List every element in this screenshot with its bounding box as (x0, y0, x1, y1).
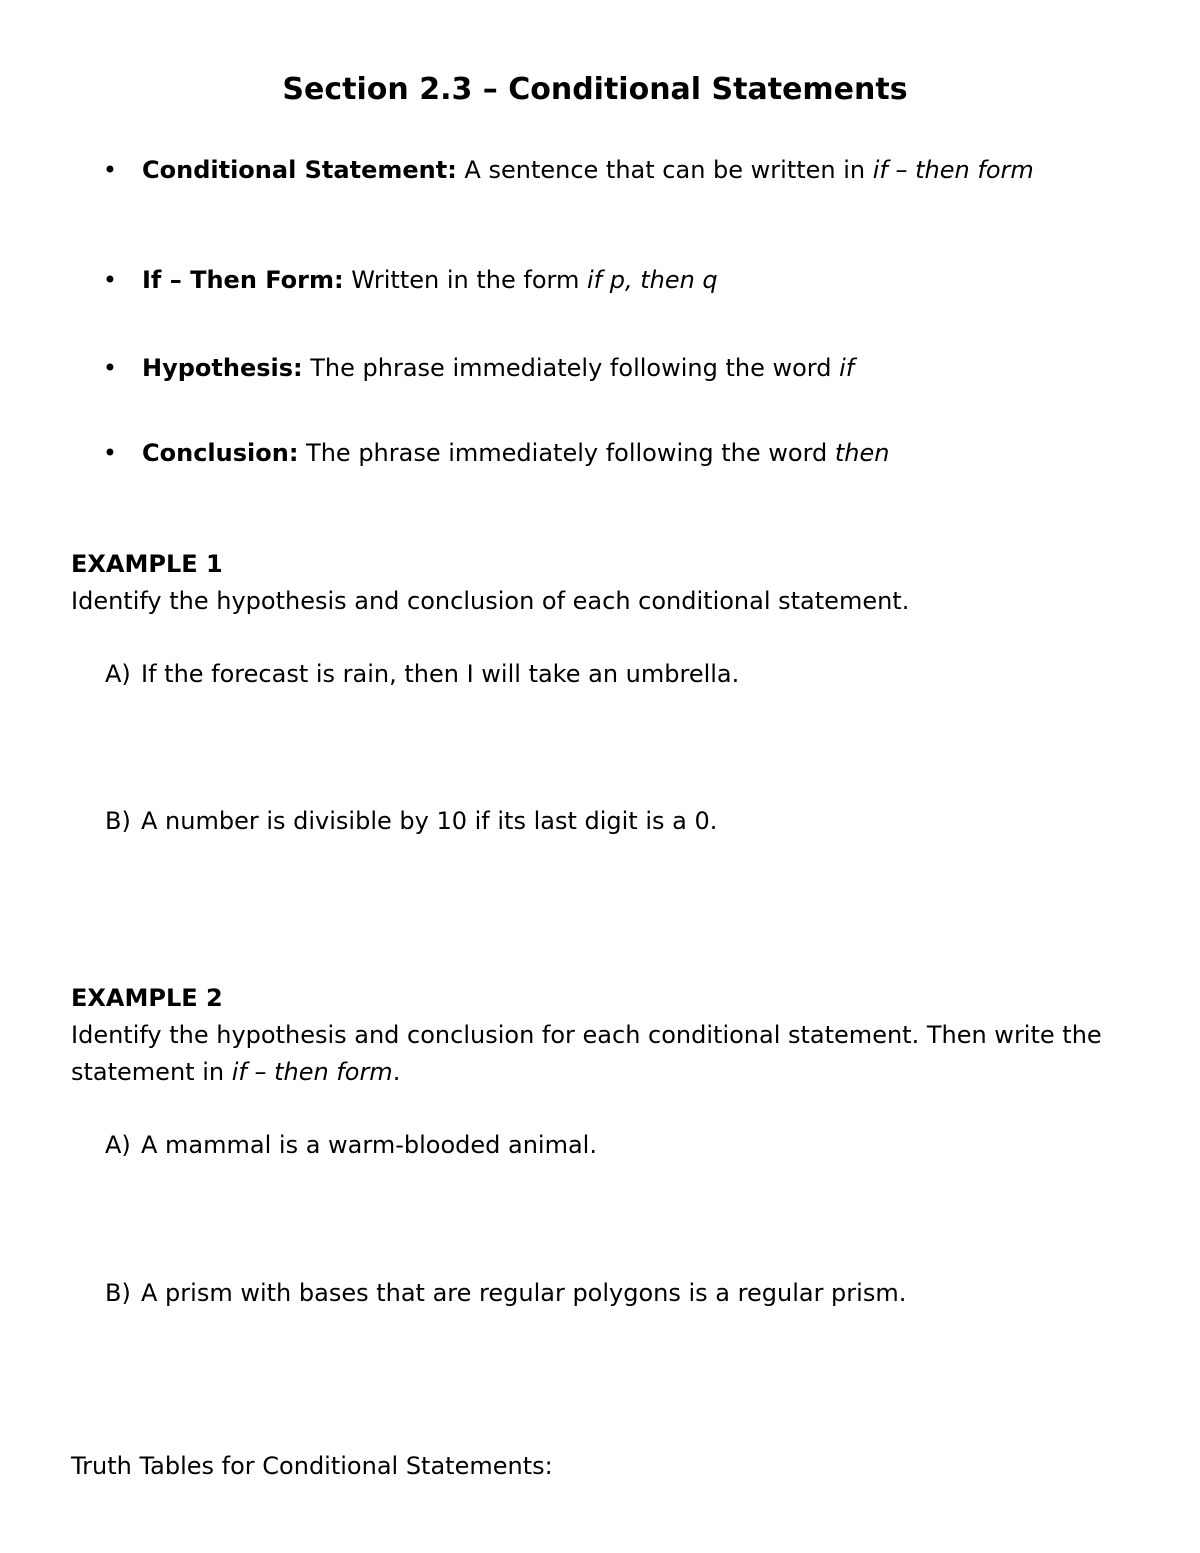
item-label: B) (105, 807, 131, 835)
instruction-tail: . (392, 1058, 401, 1086)
definition-italic: then (834, 439, 890, 467)
item-text: A prism with bases that are regular polygons is a regular prism. (141, 1279, 907, 1307)
bullet-icon: • (102, 354, 118, 382)
item-text: If the forecast is rain, then I will take an umbrella. (141, 660, 740, 688)
bullet-icon: • (102, 156, 118, 184)
item-text: A mammal is a warm-blooded animal. (141, 1131, 597, 1159)
instruction-text: Identify the hypothesis and conclusion of each conditional statement. (71, 587, 910, 615)
definition-body (142, 435, 1102, 472)
definition-term: Conclusion: (142, 439, 299, 467)
bullet-icon: • (102, 439, 118, 467)
definition-term: If – Then Form: (142, 266, 344, 294)
instruction-italic: if – then form (231, 1058, 393, 1086)
definition-text: A sentence that can be written in (456, 156, 873, 184)
example-2-item-a (105, 1127, 1165, 1164)
item-text: A number is divisible by 10 if its last digit is a 0. (141, 807, 718, 835)
item-label: A) (105, 660, 131, 688)
definition-text: The phrase immediately following the word (298, 439, 835, 467)
example-2-item-b (105, 1275, 1165, 1312)
definition-body (142, 350, 1102, 387)
definition-term: Hypothesis: (142, 354, 303, 382)
bullet-icon: • (102, 266, 118, 294)
definition-italic: if – then form (872, 156, 1034, 184)
definition-body (142, 152, 1102, 189)
page-title: Section 2.3 – Conditional Statements (282, 72, 908, 107)
item-label: B) (105, 1279, 131, 1307)
definition-text: The phrase immediately following the word (302, 354, 840, 382)
definition-italic: if p, then q (586, 266, 718, 294)
example-2-heading: EXAMPLE 2 (71, 984, 223, 1012)
example-1-heading: EXAMPLE 1 (71, 550, 223, 578)
instruction-text: Identify the hypothesis and conclusion for each conditional statement. Then write the statement in (71, 1021, 1102, 1086)
example-1-instruction (71, 583, 1151, 620)
definition-body (142, 262, 1102, 299)
truth-tables-label: Truth Tables for Conditional Statements: (71, 1452, 553, 1480)
example-1-item-a (105, 656, 1165, 693)
definition-text: Written in the form (343, 266, 587, 294)
definition-term: Conditional Statement: (142, 156, 457, 184)
item-label: A) (105, 1131, 131, 1159)
example-1-item-b (105, 803, 1165, 840)
definition-italic: if (839, 354, 855, 382)
example-2-instruction (71, 1017, 1151, 1091)
